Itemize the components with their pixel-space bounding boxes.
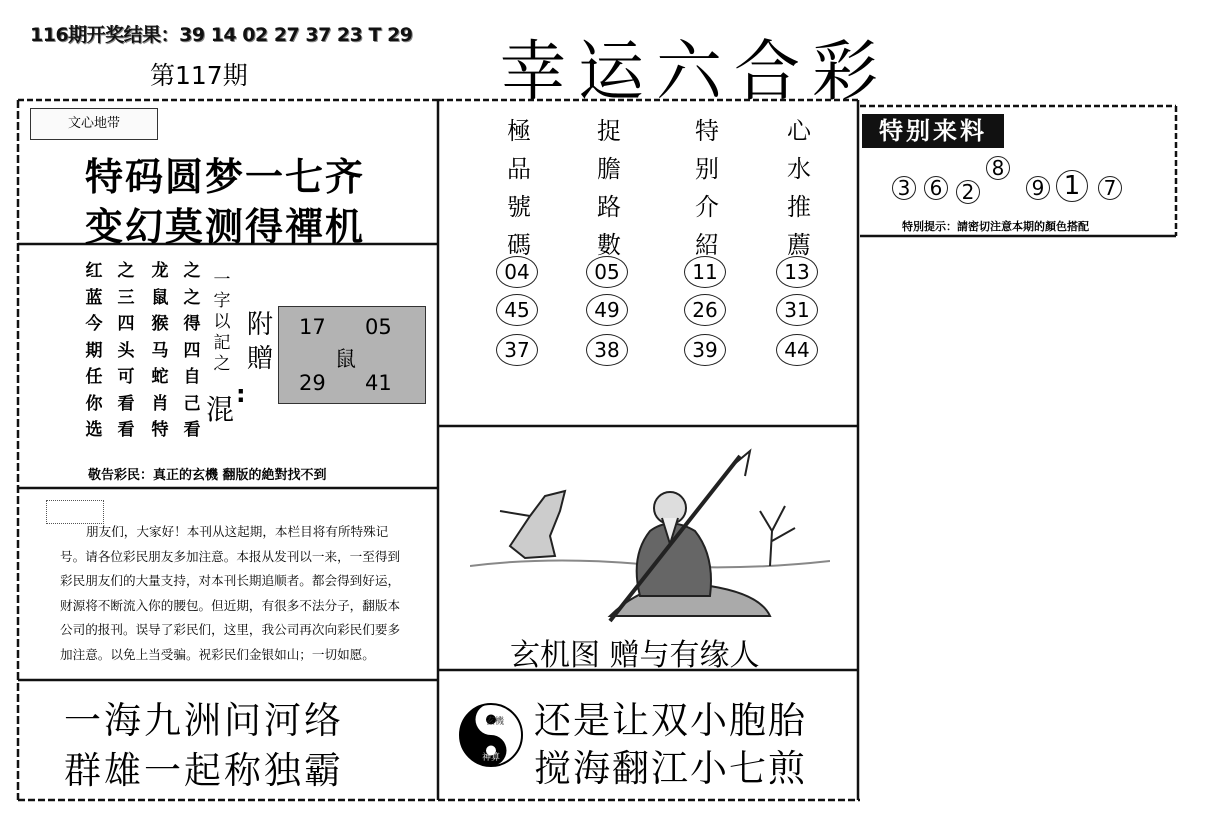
gift-number: 41 <box>365 371 392 395</box>
hun-char: 混 <box>206 393 235 426</box>
gift-number: 29 <box>299 371 326 395</box>
gift-number: 05 <box>365 315 392 339</box>
pick-number: 49 <box>586 294 628 326</box>
column-heading-3: 特 别 介 紹 <box>695 117 719 259</box>
sage-illustration <box>470 436 830 626</box>
gift-number: 17 <box>299 315 326 339</box>
pick-number: 11 <box>684 256 726 288</box>
verse-line-2: 搅海翻江小七煎 <box>534 747 807 790</box>
gift-box <box>278 306 426 404</box>
gift-label: 附贈 <box>246 310 273 374</box>
special-number: 6 <box>924 176 948 200</box>
column-heading-2: 捉 膽 路 數 <box>597 117 621 259</box>
yinyang-text: 神算 <box>482 753 501 763</box>
pick-number: 05 <box>586 256 628 288</box>
vertical-note: 一字以記之 <box>213 270 231 374</box>
pick-number: 13 <box>776 256 818 288</box>
pick-number: 45 <box>496 294 538 326</box>
pick-number: 39 <box>684 334 726 366</box>
yinyang-text: 玄機 <box>486 717 505 727</box>
warning-text: 敬告彩民：真正的玄機 翻版的絶對找不到 <box>88 468 327 483</box>
pick-number: 44 <box>776 334 818 366</box>
previous-result: 116期开奖结果：39 14 02 27 37 23 T 29 <box>30 24 413 46</box>
slogan-line-1: 特码圆梦一七齐 <box>85 155 366 199</box>
pick-number: 37 <box>496 334 538 366</box>
pick-number: 31 <box>776 294 818 326</box>
column-heading-4: 心 水 推 薦 <box>787 117 811 259</box>
gift-animal: 鼠 <box>335 347 356 371</box>
pick-number: 04 <box>496 256 538 288</box>
pick-number: 26 <box>684 294 726 326</box>
poem-column-2: 之三四头可看看 <box>117 261 135 440</box>
page-title: 幸运六合彩 <box>500 33 890 110</box>
poem-column-4: 之之得四自己看 <box>183 261 201 440</box>
column-heading-1: 極 品 號 碼 <box>507 117 531 259</box>
poem-column-1: 红蓝今期任你选 <box>85 261 103 440</box>
special-number: 7 <box>1098 176 1122 200</box>
pick-number: 38 <box>586 334 628 366</box>
bottom-verse-2: 群雄一起称独霸 <box>64 749 344 792</box>
gift-colon: : <box>236 380 246 408</box>
special-number: 1 <box>1056 170 1088 202</box>
slogan-line-2: 变幻莫测得禪机 <box>85 205 366 249</box>
special-number: 3 <box>892 176 916 200</box>
special-number: 8 <box>986 156 1010 180</box>
poem-column-3: 龙鼠猴马蛇肖特 <box>151 261 169 440</box>
section-tag: 文心地带 <box>30 108 158 140</box>
image-caption: 玄机图 赠与有缘人 <box>510 638 760 673</box>
letter-text: 朋友们，大家好！本刊从这起期，本栏目将有所特殊记号。请各位彩民朋友多加注意。本报从发刊以一来，一至得到彩民朋友们的大量支持，对本刊长期追顺者。都会得到好运，财源将不断流入你的腰包。但近期，有很多不法分子，翻版本公司的报刊。误导了彩民们，这里，我公司再次向彩民们要多加注意。以免上当受骗。祝彩民们金银如山；一切如愿。 <box>60 524 401 662</box>
special-number: 9 <box>1026 176 1050 200</box>
verse-line-1: 还是让双小胞胎 <box>534 699 807 742</box>
special-title: 特别来料 <box>862 114 1004 148</box>
bottom-verse-1: 一海九洲问河络 <box>64 699 344 742</box>
issue-number: 第117期 <box>150 61 248 90</box>
special-number: 2 <box>956 180 980 204</box>
special-hint: 特別提示：請密切注意本期的顏色搭配 <box>902 220 1089 233</box>
